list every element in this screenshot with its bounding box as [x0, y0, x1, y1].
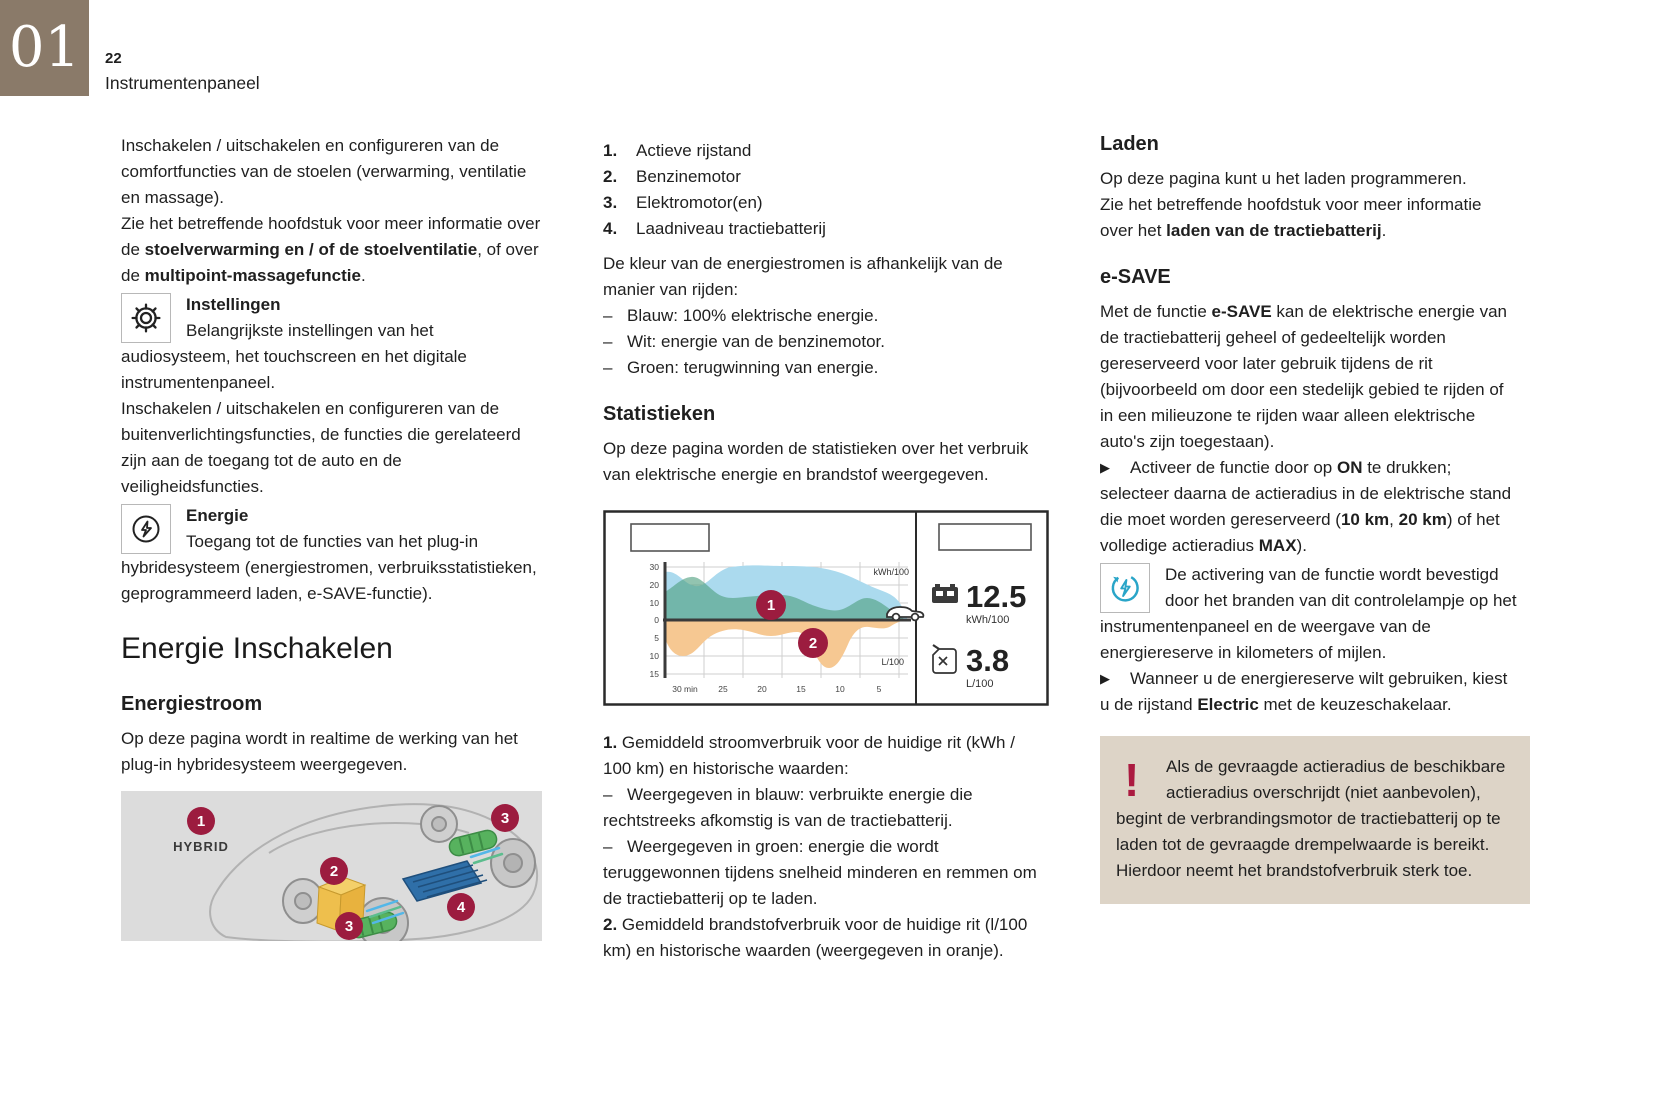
subheading-laden: Laden: [1100, 133, 1159, 155]
energy-icon: [128, 511, 164, 547]
body-paragraph: Op deze pagina wordt in realtime de werking van het plug-in hybridesysteem weergegeven.: [121, 729, 518, 774]
warning-box: [1100, 736, 1530, 904]
dash-item: – Weergegeven in blauw: verbruikte energie die rechtstreeks afkomstig is van de tractiebatterij.: [603, 785, 973, 830]
svg-text:30 min: 30 min: [672, 684, 698, 694]
car-badge-4: [447, 893, 475, 921]
body-paragraph: De kleur van de energiestromen is afhankelijk van de manier van rijden:: [603, 254, 1003, 299]
settings-icon-box: [121, 293, 171, 343]
hybrid-car-illustration: [121, 791, 542, 941]
body-paragraph: Zie het betreffende hoofdstuk voor meer informatie over het laden van de tractiebatterij.: [1100, 195, 1482, 240]
svg-text:10: 10: [835, 684, 845, 694]
body-paragraph: Zie het betreffende hoofdstuk voor meer informatie over de stoelverwarming en / of de stoelventilatie, of over de multipoint-massagefunctie.: [121, 214, 541, 285]
page-title: Instrumentenpaneel: [105, 73, 260, 93]
dash-item: – Weergegeven in groen: energie die wordt teruggewonnen tijdens snelheid minderen en remmen om de tractiebatterij op te laden.: [603, 837, 1037, 908]
step-arrow-icon: ▶: [1100, 671, 1110, 686]
car-badge-3-rear: [491, 804, 519, 832]
statistics-figure: [603, 510, 1049, 714]
svg-text:1: 1: [196, 813, 206, 830]
esave-indicator-block: [1100, 562, 1518, 666]
column-left: [121, 133, 542, 941]
svg-text:30: 30: [649, 562, 659, 572]
fuel-readout-value: 3.8: [966, 643, 1010, 678]
chapter-badge: [0, 0, 89, 96]
svg-text:1: 1: [766, 597, 776, 614]
step-item: ▶ Wanneer u de energiereserve wilt gebruiken, kiest u de rijstand Electric met de keuzeschakelaar.: [1100, 666, 1518, 718]
page-number: 22: [105, 50, 122, 67]
svg-text:0: 0: [654, 615, 659, 625]
subheading-esave: e-SAVE: [1100, 266, 1171, 288]
body-paragraph: 2. Gemiddeld brandstofverbruik voor de huidige rit (l/100 km) en historische waarden (weergegeven in oranje).: [603, 915, 1028, 960]
svg-text:3: 3: [344, 918, 354, 935]
settings-body: Belangrijkste instellingen van het audiosysteem, het touchscreen en het digitale instrumentenpaneel.: [121, 321, 467, 392]
esave-indicator-box: [1100, 563, 1150, 613]
car-badge-3-front: [335, 912, 363, 940]
settings-block: [121, 292, 542, 396]
body-paragraph: Inschakelen / uitschakelen en configureren van de buitenverlichtingsfuncties, de functies die gerelateerd zijn aan de toegang tot de auto en de veiligheidsfuncties.: [121, 399, 521, 496]
car-badge-2: [320, 857, 348, 885]
energy-readout-value: 12.5: [966, 579, 1027, 614]
svg-text:15: 15: [796, 684, 806, 694]
body-paragraph: Op deze pagina worden de statistieken over het verbruik van elektrische energie en brandstof weergegeven.: [603, 439, 1029, 484]
svg-text:5: 5: [876, 684, 882, 694]
legend-item: 1. Actieve rijstand: [603, 141, 752, 160]
svg-text:25: 25: [718, 684, 728, 694]
energy-icon-box: [121, 504, 171, 554]
svg-text:2: 2: [808, 635, 818, 652]
svg-text:2: 2: [329, 863, 339, 880]
energy-title: Energie: [186, 506, 249, 525]
legend-item: 3. Elektromotor(en): [603, 193, 763, 212]
energy-readout-unit: kWh/100: [966, 614, 1010, 626]
chart-badge-2: [798, 628, 828, 658]
dash-item: – Blauw: 100% elektrische energie.: [603, 306, 879, 325]
column-center: [603, 138, 1037, 964]
svg-text:5: 5: [654, 633, 659, 643]
warning-exclamation-icon: !: [1124, 754, 1140, 806]
body-paragraph: Inschakelen / uitschakelen en configureren van de comfortfuncties van de stoelen (verwarming, ventilatie en massage).: [121, 136, 527, 207]
dash-item: – Wit: energie van de benzinemotor.: [603, 332, 885, 351]
energy-body: Toegang tot de functies van het plug-in hybridesysteem (energiestromen, verbruiksstatistieken, geprogrammeerd laden, e-SAVE-functie).: [121, 532, 537, 603]
svg-text:15: 15: [649, 669, 659, 679]
dash-item: – Groen: terugwinning van energie.: [603, 358, 879, 377]
legend-item: 4. Laadniveau tractiebatterij: [603, 219, 826, 238]
legend-item: 2. Benzinemotor: [603, 167, 741, 186]
svg-text:20: 20: [649, 580, 659, 590]
gear-icon: [128, 300, 164, 336]
body-paragraph: Met de functie e-SAVE kan de elektrische energie van de tractiebatterij geheel of gedeeltelijk worden gereserveerd voor later gebruik tijdens de rit (bijvoorbeeld om door een stedelijk gebied te rijden of in een milieuzone te rijden waar alleen elektrische auto's zijn toegestaan).: [1100, 302, 1507, 451]
traction-battery: [403, 861, 487, 901]
settings-title: Instellingen: [186, 295, 281, 314]
body-paragraph: 1. Gemiddeld stroomverbruik voor de huidige rit (kWh / 100 km) en historische waarden:: [603, 733, 1015, 778]
fuel-readout-unit: L/100: [966, 678, 994, 690]
warning-text: Als de gevraagde actieradius de beschikbare actieradius overschrijdt (niet aanbevolen), begint de verbrandingsmotor de tractiebatterij op te laden tot de gevraagde drempelwaarde is bereikt. Hierdoor neemt het brandstofverbruik sterk toe.: [1116, 757, 1506, 880]
subheading-energiestroom: Energiestroom: [121, 693, 263, 715]
subheading-statistieken: Statistieken: [603, 403, 716, 425]
esave-indicator-icon: [1106, 569, 1144, 607]
hybrid-label: HYBRID: [173, 839, 229, 854]
chart-badge-1: [756, 590, 786, 620]
energy-block: [121, 503, 542, 607]
svg-text:3: 3: [500, 810, 510, 827]
esave-indicator-text: De activering van de functie wordt bevestigd door het branden van dit controlelampje op het instrumentenpaneel en de weergave van de energiereserve in kilometers of mijlen.: [1100, 565, 1517, 662]
svg-text:10: 10: [649, 651, 659, 661]
svg-text:20: 20: [757, 684, 767, 694]
step-item: ▶ Activeer de functie door op ON te drukken; selecteer daarna de actieradius in de elektrische stand die moet worden gereserveerd (10 km, 20 km) of het volledige actieradius MAX).: [1100, 455, 1518, 559]
body-paragraph: Op deze pagina kunt u het laden programmeren.: [1100, 169, 1467, 188]
step-arrow-icon: ▶: [1100, 460, 1110, 475]
svg-text:4: 4: [456, 899, 466, 916]
chapter-number: 01: [8, 15, 81, 80]
svg-text:10: 10: [649, 598, 659, 608]
column-right: [1100, 131, 1518, 904]
unit-label-energy: kWh/100: [873, 567, 909, 577]
car-badge-1: [187, 807, 215, 835]
unit-label-fuel: L/100: [881, 657, 904, 667]
section-heading-energie: Energie Inschakelen: [121, 632, 393, 665]
